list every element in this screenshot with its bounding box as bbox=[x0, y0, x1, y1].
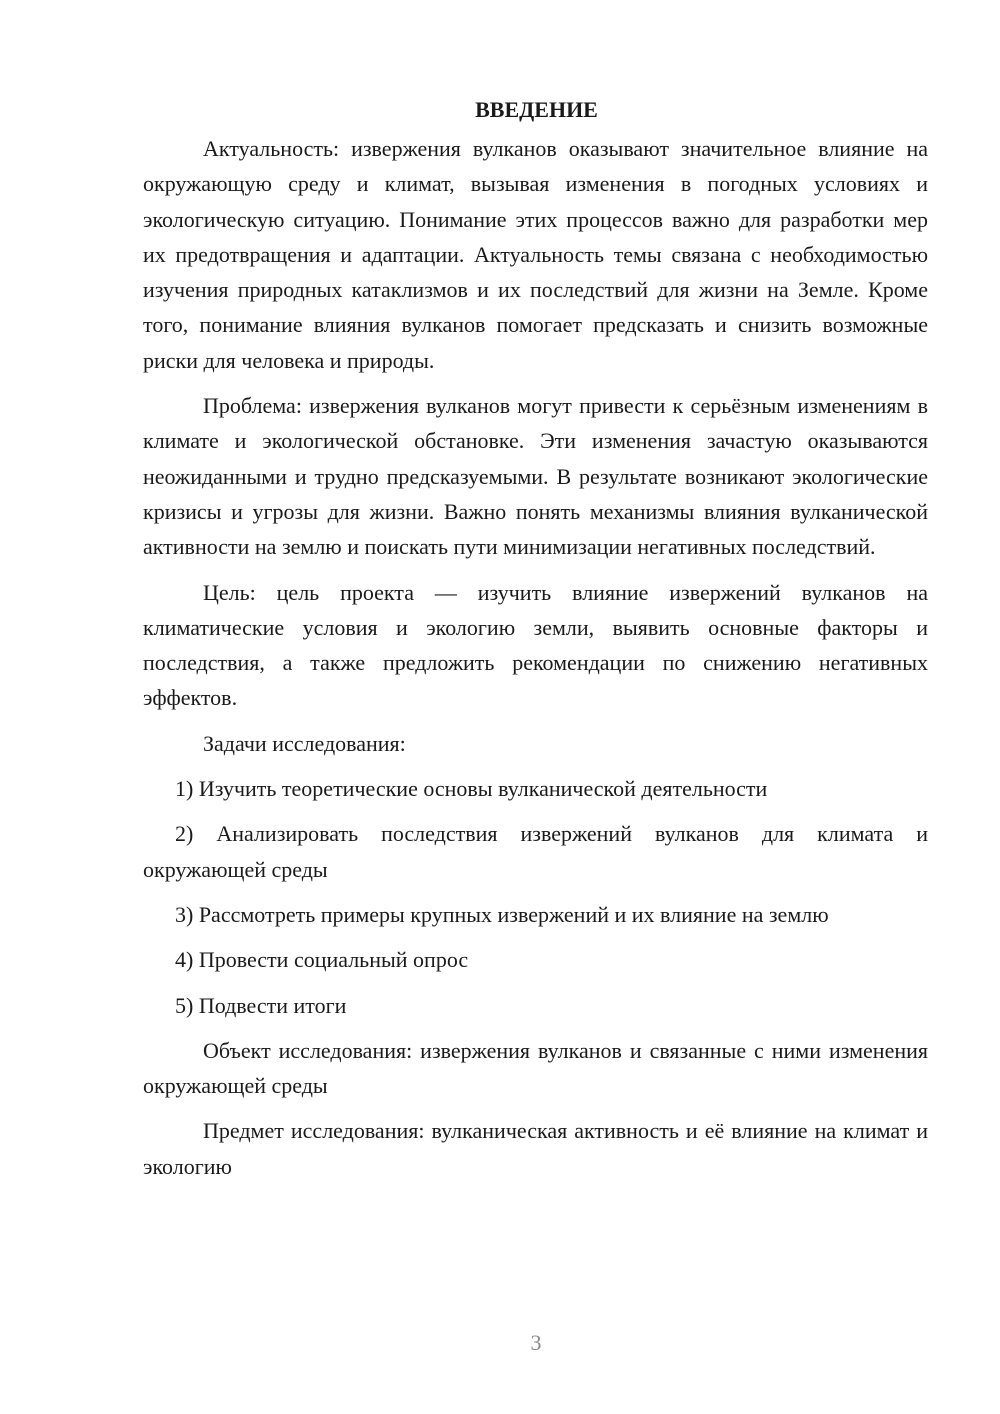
task-item-5: 5) Подвести итоги bbox=[175, 992, 347, 1018]
paragraph-goal: Цель: цель проекта — изучить влияние извержений вулканов на климатические условия и экологию земли, выявить основные факторы и последствия, а также предложить рекомендации по снижению негативных эффектов. bbox=[143, 579, 928, 711]
paragraph-relevance: Актуальность: извержения вулканов оказывают значительное влияние на окружающую среду и климат, вызывая изменения в погодных условиях и экологическую ситуацию. Понимание этих процессов важно для разработки мер их предотвращения и адаптации. Актуальность темы связана с необходимостью изучения природных катаклизмов и их последствий для жизни на Земле. Кроме того, понимание влияния вулканов помогает предсказать и снизить возможные риски для человека и природы. bbox=[143, 136, 928, 373]
task-item-2: 2) Анализировать последствия извержений вулканов для климата и окружающей среды bbox=[143, 821, 928, 882]
task-item-4: 4) Провести социальный опрос bbox=[175, 947, 469, 973]
paragraph-problem: Проблема: извержения вулканов могут привести к серьёзным изменениям в климате и экологической обстановке. Эти изменения зачастую оказываются неожиданными и трудно предсказуемыми. В результате возникают экологические кризисы и угрозы для жизни. Важно понять механизмы влияния вулканической активности на землю и поискать пути минимизации негативных последствий. bbox=[143, 393, 928, 560]
paragraph-research-object: Объект исследования: извержения вулканов и связанные с ними изменения окружающей среды bbox=[143, 1037, 928, 1099]
paragraph-tasks-heading: Задачи исследования: bbox=[203, 730, 406, 756]
document-page bbox=[143, 92, 928, 1194]
section-title: ВВЕДЕНИЕ bbox=[475, 97, 598, 122]
page-number: 3 bbox=[530, 1330, 542, 1355]
task-item-3: 3) Рассмотреть примеры крупных извержений и их влияние на землю bbox=[175, 901, 829, 927]
task-item-1: 1) Изучить теоретические основы вулканической деятельности bbox=[175, 776, 768, 802]
paragraph-research-subject: Предмет исследования: вулканическая активность и её влияние на климат и экологию bbox=[143, 1118, 928, 1179]
